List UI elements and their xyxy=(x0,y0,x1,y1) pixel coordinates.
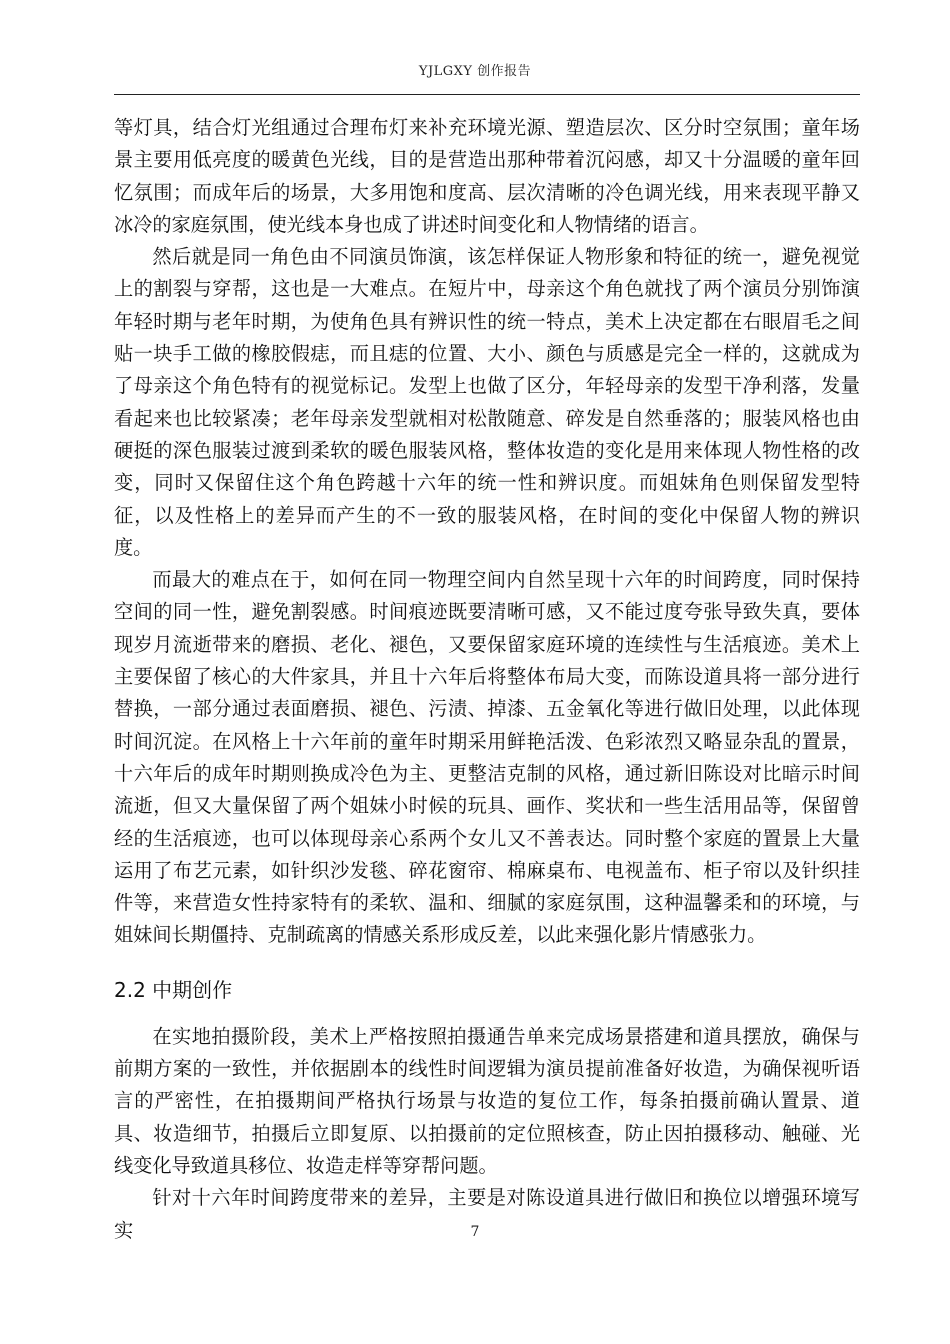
section-heading: 2.2 中期创作 xyxy=(114,977,233,1002)
body-paragraph-continued: 等灯具，结合灯光组通过合理布灯来补充环境光源、塑造层次、区分时空氛围；童年场景主要用低亮度的暖黄色光线，目的是营造出那种带着沉闷感，却又十分温暖的童年回忆氛围；而成年后的场景，大多用饱和度高、层次清晰的冷色调光线，用来表现平静又冰冷的家庭氛围，使光线本身也成了讲述时间变化和人物情绪的语言。 xyxy=(114,116,860,236)
page-number: 7 xyxy=(470,1224,480,1240)
running-header: YJLGXY 创作报告 xyxy=(418,64,532,79)
body-paragraph: 针对十六年时间跨度带来的差异，主要是对陈设道具进行做旧和换位以增强环境写实 xyxy=(114,1186,860,1242)
body-paragraph: 而最大的难点在于，如何在同一物理空间内自然呈现十六年的时间跨度，同时保持空间的同一性，避免割裂感。时间痕迹既要清晰可感，又不能过度夸张导致失真，要体现岁月流逝带来的磨损、老化、褪色，又要保留家庭环境的连续性与生活痕迹。美术上主要保留了核心的大件家具，并且十六年后将整体布局大变，而陈设道具将一部分进行替换，一部分通过表面磨损、褪色、污渍、掉漆、五金氧化等进行做旧处理，以此体现时间沉淀。在风格上十六年前的童年时期采用鲜艳活泼、色彩浓烈又略显杂乱的置景，十六年后的成年时期则换成冷色为主、更整洁克制的风格，通过新旧陈设对比暗示时间流逝，但又大量保留了两个姐妹小时候的玩具、画作、奖状和一些生活用品等，保留曾经的生活痕迹，也可以体现母亲心系两个女儿又不善表达。同时整个家庭的置景上大量运用了布艺元素，如针织沙发毯、碎花窗帘、棉麻桌布、电视盖布、柜子帘以及针织挂件等，来营造女性持家特有的柔软、温和、细腻的家庭氛围，这种温馨柔和的环境，与姐妹间长期僵持、克制疏离的情感关系形成反差，以此来强化影片情感张力。 xyxy=(114,568,860,947)
page-body xyxy=(114,112,860,1247)
body-paragraph: 然后就是同一角色由不同演员饰演，该怎样保证人物形象和特征的统一，避免视觉上的割裂与穿帮，这也是一大难点。在短片中，母亲这个角色就找了两个演员分别饰演年轻时期与老年时期，为使角色具有辨识性的统一特点，美术上决定都在右眼眉毛之间贴一块手工做的橡胶假痣，而且痣的位置、大小、颜色与质感是完全一样的，这就成为了母亲这个角色特有的视觉标记。发型上也做了区分，年轻母亲的发型干净利落，发量看起来也比较紧凑；老年母亲发型就相对松散随意、碎发是自然垂落的；服装风格也由硬挺的深色服装过渡到柔软的暖色服装风格，整体妆造的变化是用来体现人物性格的改变，同时又保留住这个角色跨越十六年的统一性和辨识度。而姐妹角色则保留发型特征，以及性格上的差异而产生的不一致的服装风格，在时间的变化中保留人物的辨识度。 xyxy=(114,245,860,559)
body-paragraph: 在实地拍摄阶段，美术上严格按照拍摄通告单来完成场景搭建和道具摆放，确保与前期方案的一致性，并依据剧本的线性时间逻辑为演员提前准备好妆造，为确保视听语言的严密性，在拍摄期间严格执行场景与妆造的复位工作，每条拍摄前确认置景、道具、妆造细节，拍摄后立即复原、以拍摄前的定位照核查，防止因拍摄移动、触碰、光线变化导致道具移位、妆造走样等穿帮问题。 xyxy=(114,1024,860,1177)
header-divider xyxy=(114,94,860,95)
